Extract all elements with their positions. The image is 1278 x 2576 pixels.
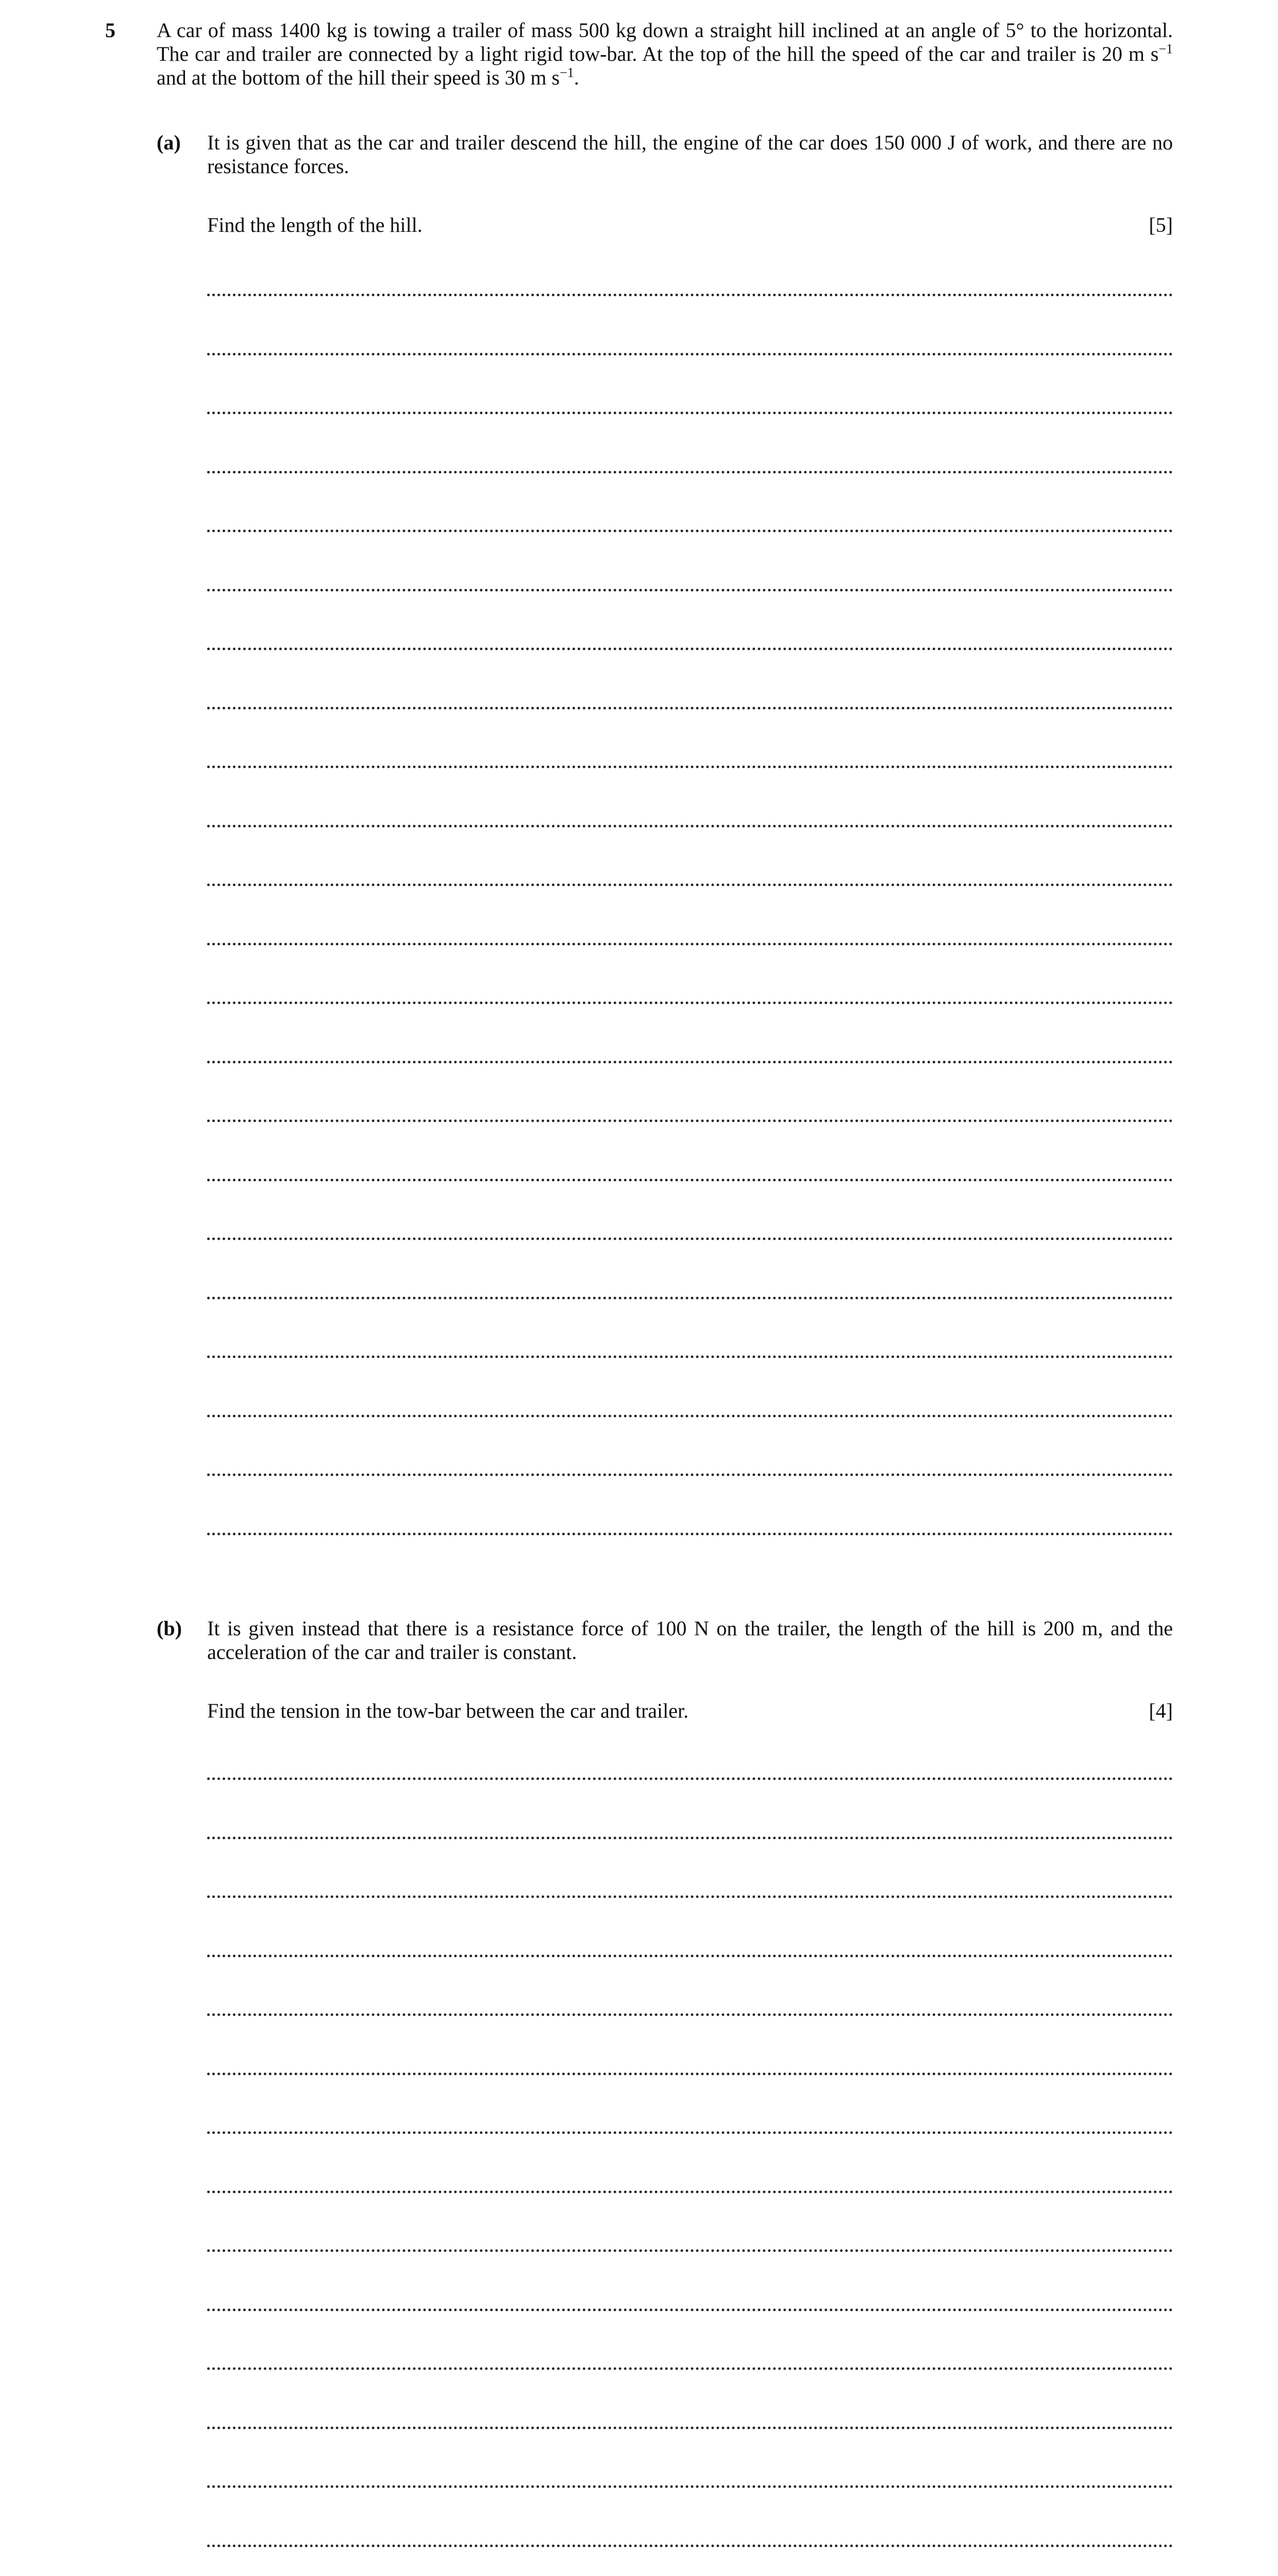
answer-line[interactable] — [207, 589, 1173, 591]
answer-line[interactable] — [207, 1002, 1173, 1004]
part-b-label: (b) — [157, 1617, 182, 1640]
part-a-instruction: Find the length of the hill. — [207, 213, 423, 236]
answer-line[interactable] — [207, 884, 1173, 886]
answer-line[interactable] — [207, 1297, 1173, 1299]
part-a-marks: [5] — [1149, 213, 1173, 236]
part-a-label: (a) — [157, 131, 181, 154]
stem-text-3: . — [574, 66, 579, 89]
answer-line[interactable] — [207, 2249, 1173, 2252]
answer-line[interactable] — [207, 2191, 1173, 2193]
answer-line[interactable] — [207, 2545, 1173, 2547]
answer-line[interactable] — [207, 471, 1173, 473]
question-number: 5 — [105, 19, 115, 42]
answer-line[interactable] — [207, 2427, 1173, 2429]
answer-line[interactable] — [207, 1061, 1173, 1063]
part-b-text: It is given instead that there is a resistance force of 100 N on the trailer, the length of the hill is 200 m, and the acceleration of the car and trailer is constant. — [207, 1617, 1173, 1664]
part-b-prompt — [207, 1699, 1173, 1723]
answer-line[interactable] — [207, 2309, 1173, 2311]
answer-line[interactable] — [207, 766, 1173, 768]
part-a-prompt — [207, 213, 1173, 237]
answer-line[interactable] — [207, 2131, 1173, 2134]
answer-line[interactable] — [207, 1179, 1173, 1181]
answer-line[interactable] — [207, 2367, 1173, 2370]
answer-line[interactable] — [207, 1837, 1173, 1839]
answer-line[interactable] — [207, 1533, 1173, 1535]
stem-text-2: and at the bottom of the hill their speed is 30 m s — [157, 66, 560, 89]
answer-line[interactable] — [207, 707, 1173, 709]
answer-line[interactable] — [207, 2073, 1173, 2075]
answer-line[interactable] — [207, 530, 1173, 532]
answer-line[interactable] — [207, 2485, 1173, 2488]
answer-line[interactable] — [207, 1473, 1173, 1476]
answer-line[interactable] — [207, 1355, 1173, 1358]
answer-line[interactable] — [207, 1120, 1173, 1122]
answer-line[interactable] — [207, 825, 1173, 827]
answer-line[interactable] — [207, 294, 1173, 296]
answer-line[interactable] — [207, 1777, 1173, 1780]
stem-exponent-2: −1 — [560, 65, 574, 80]
part-b-instruction: Find the tension in the tow-bar between the car and trailer. — [207, 1699, 689, 1722]
part-a-text: It is given that as the car and trailer descend the hill, the engine of the car does 150 000 J of work, and there are no resistance forces. — [207, 131, 1173, 178]
answer-line[interactable] — [207, 1238, 1173, 1240]
answer-line[interactable] — [207, 1895, 1173, 1898]
stem-text-1: A car of mass 1400 kg is towing a trailer of mass 500 kg down a straight hill inclined at an angle of 5° to the horizontal. The car and trailer are connected by a light rigid tow-bar. At the top of the hill the speed of the car and trailer is 20 m s — [157, 19, 1173, 65]
answer-line[interactable] — [207, 353, 1173, 355]
answer-line[interactable] — [207, 2013, 1173, 2016]
answer-line[interactable] — [207, 1415, 1173, 1417]
stem-exponent-1: −1 — [1158, 41, 1173, 57]
answer-line[interactable] — [207, 943, 1173, 945]
question-stem — [157, 19, 1173, 90]
answer-line[interactable] — [207, 648, 1173, 650]
answer-line[interactable] — [207, 1955, 1173, 1957]
part-b-marks: [4] — [1149, 1699, 1173, 1722]
answer-line[interactable] — [207, 412, 1173, 414]
